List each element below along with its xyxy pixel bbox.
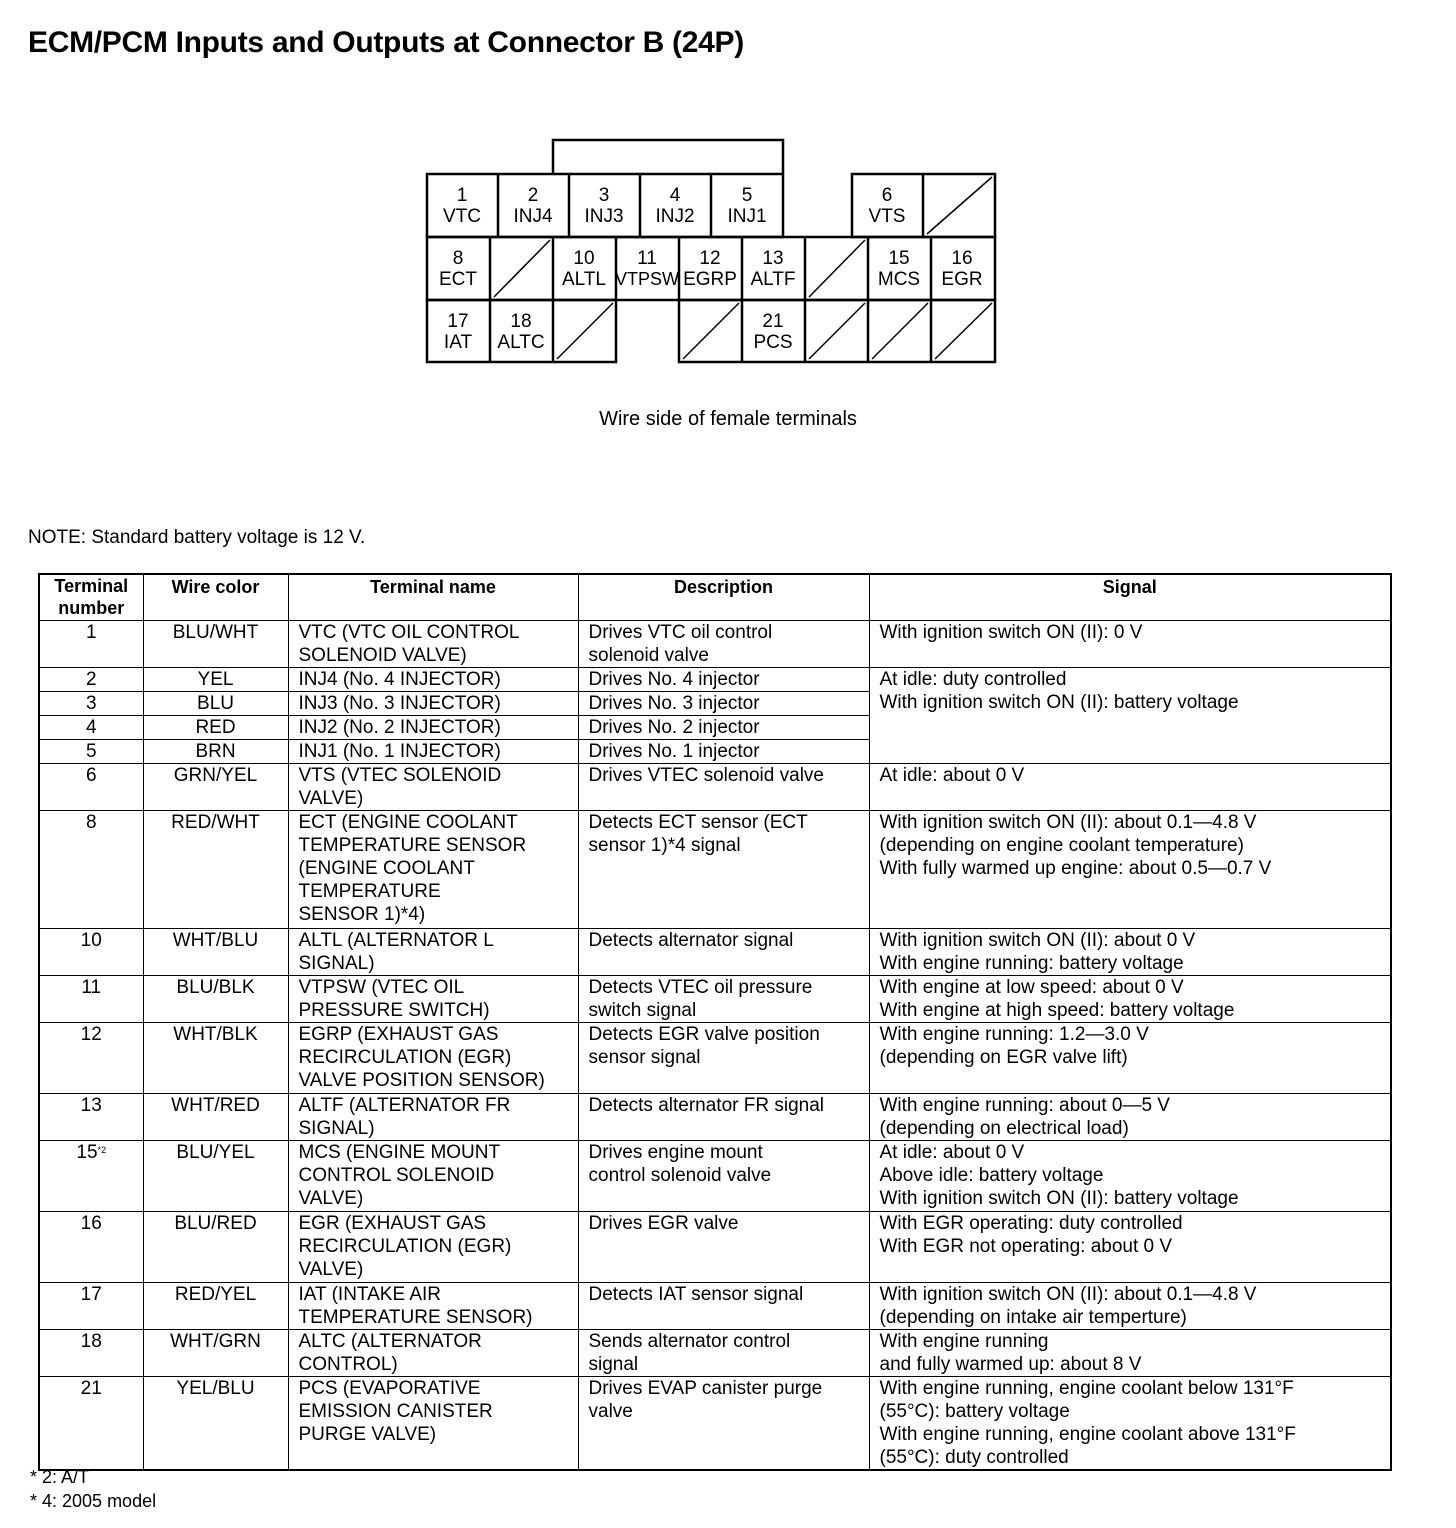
wire-color-cell: WHT/GRN — [143, 1330, 288, 1377]
terminal-number: 17 — [80, 1284, 102, 1305]
terminal-label: MCS — [877, 269, 921, 290]
signal-cell: With engine running and fully warmed up: about 8 V — [869, 1330, 1391, 1377]
terminal-name-cell: EGRP (EXHAUST GAS RECIRCULATION (EGR) VALVE POSITION SENSOR) — [288, 1023, 578, 1094]
terminal-label: INJ1 — [727, 206, 767, 227]
terminal-label: INJ4 — [513, 206, 553, 227]
header-wire-color: Wire color — [143, 574, 288, 621]
terminal-number-cell — [39, 764, 143, 811]
table-row — [39, 1094, 1391, 1141]
header-terminal-number: Terminal number — [39, 574, 143, 621]
terminal-number: 4 — [85, 717, 97, 738]
terminal-number-cell — [39, 1330, 143, 1377]
table-header-row — [39, 574, 1391, 621]
terminal-number: 21 — [80, 1378, 102, 1399]
terminal-name-cell: INJ2 (No. 2 INJECTOR) — [288, 716, 578, 740]
terminal-number: 6 — [881, 185, 893, 206]
signal-cell: With engine running, engine coolant below 131°F (55°C): battery voltage With engine running, engine coolant above 131°F (55°C): duty controlled — [869, 1377, 1391, 1471]
voltage-note: NOTE: Standard battery voltage is 12 V. — [28, 527, 366, 548]
terminal-label: VTPSW — [614, 269, 680, 289]
description-cell: Sends alternator control signal — [578, 1330, 869, 1377]
terminal-number-cell — [39, 1141, 143, 1212]
description-cell: Detects IAT sensor signal — [578, 1283, 869, 1330]
table-body — [39, 621, 1391, 1471]
wire-color-cell: BRN — [143, 740, 288, 764]
terminal-number-cell — [39, 811, 143, 929]
terminal-number-cell — [39, 668, 143, 692]
page-title: ECM/PCM Inputs and Outputs at Connector B (24P) — [28, 26, 744, 59]
terminal-number: 10 — [80, 930, 102, 951]
description-cell: Drives No. 2 injector — [578, 716, 869, 740]
terminal-number: 8 — [452, 248, 464, 269]
terminal-name-cell: INJ4 (No. 4 INJECTOR) — [288, 668, 578, 692]
terminal-label: IAT — [443, 332, 473, 353]
terminal-label: EGR — [941, 269, 983, 290]
terminal-name-cell: VTS (VTEC SOLENOID VALVE) — [288, 764, 578, 811]
wire-color-cell: RED/YEL — [143, 1283, 288, 1330]
terminal-name-cell: ALTC (ALTERNATOR CONTROL) — [288, 1330, 578, 1377]
table-row — [39, 929, 1391, 976]
terminal-label: EGRP — [683, 269, 737, 290]
wire-color-cell: WHT/BLU — [143, 929, 288, 976]
header-description: Description — [578, 574, 869, 621]
terminal-number: 4 — [669, 185, 681, 206]
description-cell: Drives EGR valve — [578, 1212, 869, 1283]
terminal-number-cell — [39, 1094, 143, 1141]
signal-cell: At idle: about 0 V — [869, 764, 1391, 811]
terminal-name-cell: INJ1 (No. 1 INJECTOR) — [288, 740, 578, 764]
terminal-label: INJ2 — [655, 206, 695, 227]
description-cell: Detects ECT sensor (ECT sensor 1)*4 signal — [578, 811, 869, 929]
terminal-number: 3 — [85, 693, 97, 714]
description-cell: Detects VTEC oil pressure switch signal — [578, 976, 869, 1023]
signal-cell: With ignition switch ON (II): about 0.1—4.8 V (depending on intake air temperture) — [869, 1283, 1391, 1330]
description-cell: Drives No. 1 injector — [578, 740, 869, 764]
description-cell: Drives EVAP canister purge valve — [578, 1377, 869, 1471]
terminal-number-cell — [39, 621, 143, 668]
table-row — [39, 764, 1391, 811]
terminal-number: 8 — [85, 812, 97, 833]
terminal-number-cell — [39, 1377, 143, 1471]
terminal-number-cell — [39, 1023, 143, 1094]
description-cell: Detects alternator FR signal — [578, 1094, 869, 1141]
terminal-number-cell — [39, 716, 143, 740]
terminal-number: 2 — [527, 185, 539, 206]
terminal-number: 12 — [699, 248, 721, 269]
terminal-number: 16 — [80, 1213, 102, 1234]
terminal-label: ECT — [439, 269, 477, 290]
signal-cell: With engine running: about 0—5 V (depending on electrical load) — [869, 1094, 1391, 1141]
description-cell: Detects EGR valve position sensor signal — [578, 1023, 869, 1094]
terminal-label: VTS — [868, 206, 906, 227]
description-cell: Drives engine mount control solenoid valve — [578, 1141, 869, 1212]
terminal-label: ALTF — [750, 269, 796, 290]
terminal-name-cell: EGR (EXHAUST GAS RECIRCULATION (EGR) VALVE) — [288, 1212, 578, 1283]
footnote: * 4: 2005 model — [30, 1491, 157, 1511]
terminal-name-cell: ALTF (ALTERNATOR FR SIGNAL) — [288, 1094, 578, 1141]
wire-color-cell: BLU/RED — [143, 1212, 288, 1283]
wire-color-cell: YEL — [143, 668, 288, 692]
terminal-number-cell — [39, 1212, 143, 1283]
terminal-label: ALTL — [561, 269, 607, 290]
terminal-number: 5 — [85, 741, 97, 762]
signal-cell: With engine running: 1.2—3.0 V (depending on EGR valve lift) — [869, 1023, 1391, 1094]
table-row — [39, 1023, 1391, 1094]
terminal-number-cell — [39, 929, 143, 976]
signal-cell: With ignition switch ON (II): 0 V — [869, 621, 1391, 668]
wire-color-cell: BLU/WHT — [143, 621, 288, 668]
terminal-number: 6 — [85, 765, 97, 786]
table-row — [39, 1212, 1391, 1283]
terminal-number: 21 — [762, 311, 784, 332]
terminal-number-cell — [39, 976, 143, 1023]
signal-cell: With ignition switch ON (II): about 0 V With engine running: battery voltage — [869, 929, 1391, 976]
signal-cell: With engine at low speed: about 0 V With engine at high speed: battery voltage — [869, 976, 1391, 1023]
signal-cell: At idle: about 0 V Above idle: battery voltage With ignition switch ON (II): battery voltage — [869, 1141, 1391, 1212]
wire-color-cell: GRN/YEL — [143, 764, 288, 811]
table-row — [39, 1283, 1391, 1330]
terminal-number: 1 — [456, 185, 468, 206]
connector-caption: Wire side of female terminals — [599, 408, 857, 430]
table-row — [39, 621, 1391, 668]
terminal-number-cell — [39, 740, 143, 764]
wire-color-cell: YEL/BLU — [143, 1377, 288, 1471]
terminal-number: 13 — [762, 248, 784, 269]
terminal-number: 5 — [741, 185, 753, 206]
wire-color-cell: BLU/YEL — [143, 1141, 288, 1212]
table-row — [39, 668, 1391, 692]
terminal-number: 12 — [80, 1024, 102, 1045]
terminal-name-cell: VTC (VTC OIL CONTROL SOLENOID VALVE) — [288, 621, 578, 668]
description-cell: Detects alternator signal — [578, 929, 869, 976]
table-row — [39, 1377, 1391, 1471]
terminal-name-cell: ECT (ENGINE COOLANT TEMPERATURE SENSOR (ENGINE COOLANT TEMPERATURE SENSOR 1)*4) — [288, 811, 578, 929]
terminal-number: 2 — [85, 669, 97, 690]
signal-cell: With EGR operating: duty controlled With EGR not operating: about 0 V — [869, 1212, 1391, 1283]
wire-color-cell: WHT/BLK — [143, 1023, 288, 1094]
terminal-label: ALTC — [497, 332, 545, 353]
terminal-name-cell: MCS (ENGINE MOUNT CONTROL SOLENOID VALVE) — [288, 1141, 578, 1212]
terminal-number: 3 — [598, 185, 610, 206]
table-row — [39, 1141, 1391, 1212]
wire-color-cell: WHT/RED — [143, 1094, 288, 1141]
wire-color-cell: RED/WHT — [143, 811, 288, 929]
terminal-number: 18 — [510, 311, 532, 332]
footnote-mark: *2 — [97, 1145, 107, 1155]
terminal-number: 11 — [637, 248, 657, 269]
signal-cell: At idle: duty controlled With ignition switch ON (II): battery voltage — [869, 668, 1391, 764]
terminal-number: 10 — [573, 248, 595, 269]
terminal-number: 18 — [80, 1331, 102, 1352]
wire-color-cell: BLU/BLK — [143, 976, 288, 1023]
terminal-name-cell: VTPSW (VTEC OIL PRESSURE SWITCH) — [288, 976, 578, 1023]
description-cell: Drives VTEC solenoid valve — [578, 764, 869, 811]
terminal-number: 13 — [80, 1095, 102, 1116]
terminal-number: 17 — [447, 311, 469, 332]
description-cell: Drives No. 4 injector — [578, 668, 869, 692]
footnote: * 2: A/T — [30, 1467, 90, 1487]
description-cell: Drives VTC oil control solenoid valve — [578, 621, 869, 668]
terminal-name-cell: PCS (EVAPORATIVE EMISSION CANISTER PURGE VALVE) — [288, 1377, 578, 1471]
terminal-label: PCS — [753, 332, 793, 353]
terminal-label: VTC — [443, 206, 481, 227]
table-row — [39, 976, 1391, 1023]
connector-diagram — [0, 0, 1456, 400]
terminal-number: 15 — [888, 248, 910, 269]
signal-cell: With ignition switch ON (II): about 0.1—4.8 V (depending on engine coolant temperature) With fully warmed up engine: about 0.5—0.7 V — [869, 811, 1391, 929]
header-terminal-name: Terminal name — [288, 574, 578, 621]
table-row — [39, 811, 1391, 929]
table-row — [39, 1330, 1391, 1377]
io-table — [38, 573, 1392, 1471]
terminal-number-cell — [39, 692, 143, 716]
terminal-name-cell: INJ3 (No. 3 INJECTOR) — [288, 692, 578, 716]
terminal-number: 11 — [81, 977, 102, 998]
wire-color-cell: RED — [143, 716, 288, 740]
wire-color-cell: BLU — [143, 692, 288, 716]
terminal-name-cell: ALTL (ALTERNATOR L SIGNAL) — [288, 929, 578, 976]
terminal-number: 1 — [85, 622, 97, 643]
terminal-number: 15 — [76, 1142, 98, 1163]
terminal-number-cell — [39, 1283, 143, 1330]
terminal-number: 16 — [951, 248, 973, 269]
header-signal: Signal — [869, 574, 1391, 621]
terminal-name-cell: IAT (INTAKE AIR TEMPERATURE SENSOR) — [288, 1283, 578, 1330]
terminal-label: INJ3 — [584, 206, 624, 227]
description-cell: Drives No. 3 injector — [578, 692, 869, 716]
